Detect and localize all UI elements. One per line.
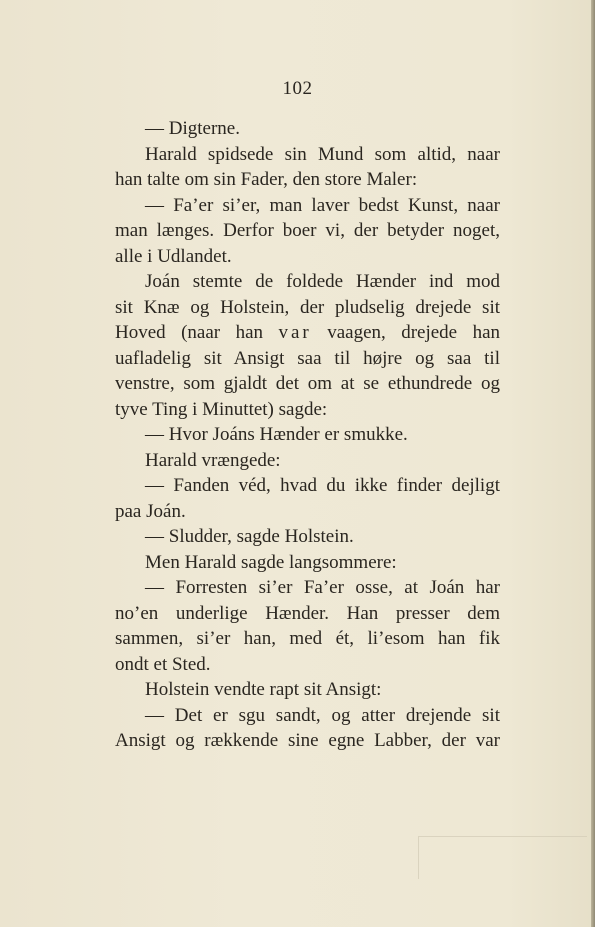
text-line: — Fanden véd, hvad du ikke finder dejligt [145,475,500,496]
text-fragment: Hoved (naar han [115,322,279,343]
text-line: uafladelig sit Ansigt saa til højre og saa til [115,347,500,369]
text-line: sit Knæ og Holstein, der pludselig drejede sit [115,296,500,318]
text-line: man længes. Derfor boer vi, der betyder noget, [115,220,500,241]
text-line: Holstein vendte rapt sit Ansigt: [145,679,382,700]
text-fragment: vaagen, drejede han [311,322,501,343]
text-line: ondt et Sted. [115,653,211,675]
page-corner-mark [418,836,587,879]
text-line [115,320,500,346]
text-line: no’en underlige Hænder. Han presser dem [115,602,500,624]
text-line: — Forresten si’er Fa’er osse, at Joán har [145,577,500,598]
text-line: sammen, si’er han, med ét, li’esom han fik [115,628,500,649]
page-edge [591,0,595,927]
text-line: — Sludder, sagde Holstein. [145,526,354,547]
text-line: — Hvor Joáns Hænder er smukke. [145,424,408,445]
text-line: — Fa’er si’er, man laver bedst Kunst, naar [145,194,500,216]
text-line: han talte om sin Fader, den store Maler: [115,169,418,190]
text-line: Harald vrængede: [145,449,281,471]
text-line: Men Harald sagde langsommere: [145,551,397,573]
text-line: Harald spidsede sin Mund som altid, naar [145,143,500,165]
text-line: Joán stemte de foldede Hænder ind mod [145,271,500,292]
spaced-word: var [278,322,312,343]
body-text [115,116,500,754]
page-number: 102 [282,78,313,99]
text-line: Ansigt og rækkende sine egne Labber, der var [115,730,500,751]
text-line: — Digterne. [145,118,240,139]
text-line: paa Joán. [115,500,186,522]
text-line: tyve Ting i Minuttet) sagde: [115,398,328,420]
text-line: alle i Udlandet. [115,245,232,267]
text-line: venstre, som gjaldt det om at se ethundrede og [115,373,500,394]
text-line: — Det er sgu sandt, og atter drejende sit [145,704,500,726]
